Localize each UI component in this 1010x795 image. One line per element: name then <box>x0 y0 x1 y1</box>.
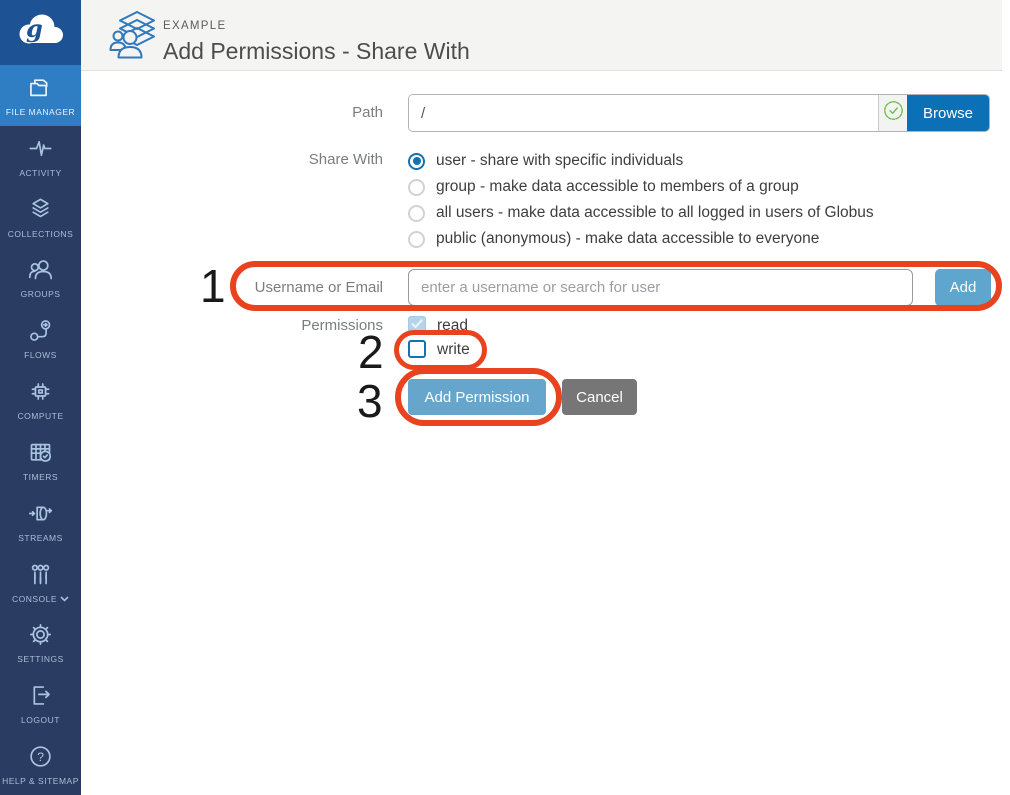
share-with-label: Share With <box>308 151 383 168</box>
sidebar-item-collections[interactable] <box>0 187 81 248</box>
radio-unselected-icon[interactable] <box>408 231 425 248</box>
sidebar-item-compute[interactable] <box>0 369 81 430</box>
gear-icon <box>27 621 54 648</box>
collection-name: EXAMPLE <box>163 20 227 32</box>
page-title: Add Permissions - Share With <box>163 38 470 64</box>
sidebar-item-label <box>12 594 69 604</box>
door-arrow-icon <box>27 682 54 709</box>
pipe-arrows-icon <box>27 500 54 527</box>
radio-option-user[interactable] <box>408 148 874 174</box>
sidebar-item-help-sitemap[interactable] <box>0 734 81 795</box>
sidebar-item-label: TIMERS <box>22 471 59 482</box>
globus-cloud-logo-icon <box>14 9 68 56</box>
radio-option-public[interactable] <box>408 226 874 252</box>
sidebar-item-label: SETTINGS <box>17 654 64 665</box>
sliders-icon <box>27 561 54 588</box>
username-label: Username or Email <box>254 279 383 296</box>
folder-icon <box>27 74 54 101</box>
sidebar-item-streams[interactable] <box>0 491 81 552</box>
annotation-step-3: 3 <box>357 375 383 427</box>
sidebar-item-activity[interactable] <box>0 126 81 187</box>
write-label: write <box>437 341 470 358</box>
sidebar-item-label: ACTIVITY <box>19 167 62 178</box>
radio-option-label: public (anonymous) - make data accessible to everyone <box>436 230 820 247</box>
sidebar-item-label: HELP & SITEMAP <box>2 776 79 787</box>
cancel-button[interactable]: Cancel <box>562 379 637 415</box>
browse-button[interactable]: Browse <box>907 95 989 131</box>
add-permission-button[interactable]: Add Permission <box>408 379 546 415</box>
svg-text:g: g <box>25 14 43 43</box>
sidebar-item-groups[interactable] <box>0 247 81 308</box>
question-circle-icon <box>27 743 54 770</box>
sidebar-item-label: COMPUTE <box>17 411 64 422</box>
globus-logo[interactable] <box>0 0 81 65</box>
sidebar-item-label: STREAMS <box>18 532 63 543</box>
sidebar-item-settings[interactable] <box>0 612 81 673</box>
permissions-label: Permissions <box>301 317 383 334</box>
username-input[interactable] <box>408 269 913 306</box>
read-checkbox[interactable] <box>408 316 426 334</box>
console-label-text: CONSOLE <box>11 593 58 604</box>
sidebar-item-label: FILE MANAGER <box>5 106 76 117</box>
sidebar-item-timers[interactable] <box>0 430 81 491</box>
sidebar-item-file-manager[interactable] <box>0 65 81 126</box>
activity-pulse-icon <box>27 135 54 162</box>
sidebar-item-flows[interactable] <box>0 308 81 369</box>
radio-unselected-icon[interactable] <box>408 205 425 222</box>
radio-option-label: all users - make data accessible to all logged in users of Globus <box>436 204 874 221</box>
radio-unselected-icon[interactable] <box>408 179 425 196</box>
path-valid-addon <box>878 95 907 131</box>
annotation-step-2: 2 <box>358 326 384 378</box>
path-input-group <box>408 94 990 132</box>
svg-text:?: ? <box>37 750 44 765</box>
sidebar-item-logout[interactable] <box>0 673 81 734</box>
people-icon <box>27 256 54 283</box>
chip-icon <box>27 378 54 405</box>
sidebar-item-label: LOGOUT <box>21 715 60 726</box>
path-input[interactable] <box>409 95 878 131</box>
sidebar-item-label: COLLECTIONS <box>7 228 74 239</box>
calendar-clock-icon <box>27 439 54 466</box>
sidebar-item-console[interactable] <box>0 552 81 613</box>
path-label: Path <box>352 104 383 121</box>
write-checkbox[interactable] <box>408 340 426 358</box>
radio-option-all-users[interactable] <box>408 200 874 226</box>
guest-collection-icon <box>108 10 158 65</box>
chevron-down-icon <box>60 594 69 604</box>
radio-option-group[interactable] <box>408 174 874 200</box>
add-button[interactable]: Add <box>935 269 991 306</box>
layers-icon <box>27 196 54 223</box>
sidebar <box>0 0 81 795</box>
radio-option-label: user - share with specific individuals <box>436 152 684 169</box>
green-check-icon <box>883 100 904 126</box>
page-header <box>81 0 1002 71</box>
share-with-radio-group <box>408 148 874 252</box>
radio-option-label: group - make data accessible to members of a group <box>436 178 799 195</box>
check-icon <box>411 316 423 334</box>
flow-nodes-icon <box>27 317 54 344</box>
read-label: read <box>437 317 469 334</box>
sidebar-item-label: FLOWS <box>24 350 57 361</box>
radio-selected-icon[interactable] <box>408 153 425 170</box>
annotation-step-1: 1 <box>200 260 226 312</box>
sidebar-item-label: GROUPS <box>20 289 61 300</box>
